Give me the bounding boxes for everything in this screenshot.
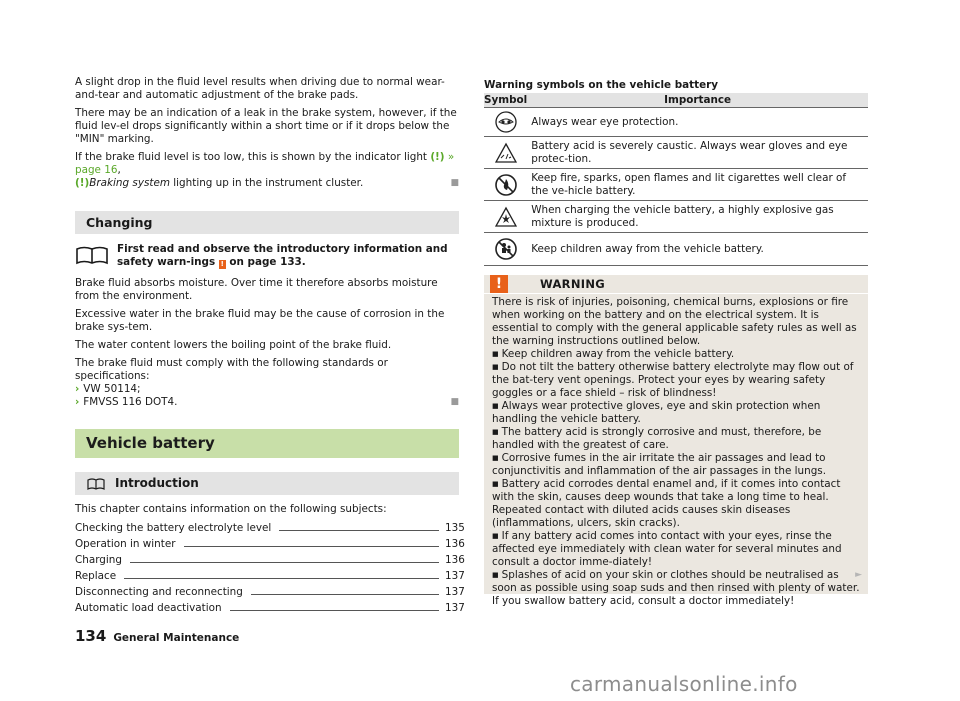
warning-symbols-table xyxy=(484,93,868,266)
section-end-mark: ■ xyxy=(450,397,459,407)
toc-row[interactable]: Disconnecting and reconnecting 137 xyxy=(75,586,465,598)
column-header-symbol: Symbol xyxy=(484,93,528,106)
watermark-text: carmanualsonline.info xyxy=(570,672,798,696)
warning-bullet: ■ Splashes of acid on your skin or clothes should be neutralised as soon as possible using soap suds and then rinsed with plenty of water. If you swallow battery acid, consult a doctor immediately! xyxy=(492,569,860,608)
paragraph-indicator: If the brake fluid level is too low, this is shown by the indicator light (!) » page 16, (!)Braking system lighting up in the instrument cluster. ■ xyxy=(75,151,459,189)
book-icon xyxy=(75,243,109,265)
section-heading-changing: Changing xyxy=(75,211,459,234)
toc-row[interactable]: Checking the battery electrolyte level 135 xyxy=(75,522,465,534)
warning-intro: There is risk of injuries, poisoning, chemical burns, explosions or fire when working on the battery and on the electrical system. It is essential to comply with the general applicable safety rules as well as the warning instructions outlined below. xyxy=(492,296,857,347)
warning-bullet: ■ If any battery acid comes into contact with your eyes, rinse the affected eye immediately with clean water for several minutes and consult a doctor imme-diately! xyxy=(492,530,860,569)
page-number: 134 xyxy=(75,627,107,645)
warning-box xyxy=(484,275,868,607)
page-footer xyxy=(75,627,239,645)
explosive-gas-icon xyxy=(495,206,517,228)
paragraph-moisture: Brake fluid absorbs moisture. Over time it therefore absorbs moisture from the environment. xyxy=(75,277,438,302)
warning-icon: ! xyxy=(490,275,508,293)
section-heading-vehicle-battery: Vehicle battery xyxy=(75,429,459,458)
toc-list xyxy=(75,519,465,615)
table-row: Battery acid is severely caustic. Always wear gloves and eye protec-tion. xyxy=(484,137,868,169)
paragraph-standards: The brake fluid must comply with the following standards or specifications: xyxy=(75,357,388,382)
braking-system-label: Braking system xyxy=(89,177,170,189)
warning-bullet: ■ Battery acid corrodes dental enamel and, if it comes into contact with the skin, causes deep wounds that take a long time to heal. Repeated contact with diluted acids causes skin diseases (inflammations, ulcers, skin cracks). xyxy=(492,478,860,530)
warning-bullet: ■ Do not tilt the battery otherwise battery electrolyte may flow out of the bat-tery vent openings. Protect your eyes by wearing safety goggles or a face shield – risk of blindness! xyxy=(492,361,860,400)
chevron-icon: › xyxy=(75,396,80,408)
right-column xyxy=(484,79,868,607)
table-row: When charging the vehicle battery, a highly explosive gas mixture is produced. xyxy=(484,201,868,233)
table-row: Keep fire, sparks, open flames and lit cigarettes well clear of the ve-hicle battery. xyxy=(484,169,868,201)
toc-row[interactable]: Automatic load deactivation 137 xyxy=(75,602,465,614)
caustic-acid-icon xyxy=(495,142,517,164)
note-text: First read and observe the introductory information and safety warn-ings xyxy=(117,243,448,268)
keep-children-away-icon xyxy=(495,238,517,260)
toc-row[interactable]: Charging 136 xyxy=(75,554,465,566)
warning-bullet: ■ Always wear protective gloves, eye and skin protection when handling the vehicle battery. xyxy=(492,400,860,426)
paragraph-corrosion: Excessive water in the brake fluid may be the cause of corrosion in the brake sys-tem. xyxy=(75,308,445,333)
section-heading-introduction: Introduction xyxy=(75,472,459,495)
open-book-icon xyxy=(87,478,105,490)
warning-title: WARNING xyxy=(540,276,605,291)
warning-inline-icon: ! xyxy=(220,260,224,268)
spec-item: › VW 50114; xyxy=(75,383,141,395)
no-fire-icon xyxy=(495,174,517,196)
note-block: First read and observe the introductory information and safety warn-ings ! on page 133. xyxy=(75,243,459,269)
warning-bullet: ■ Corrosive fumes in the air irritate the air passages and lead to conjunctivitis and inflammation of the air passages in the lungs. xyxy=(492,452,860,478)
intro-text: This chapter contains information on the following subjects: xyxy=(75,503,387,515)
brake-indicator-icon: (!) xyxy=(430,151,445,163)
chevron-icon: › xyxy=(75,383,80,395)
brake-indicator-icon-2: (!) xyxy=(75,177,90,189)
section-end-mark: ■ xyxy=(450,178,459,188)
toc-row[interactable]: Operation in winter 136 xyxy=(75,538,465,550)
eye-protection-icon xyxy=(495,111,517,133)
toc-row[interactable]: Replace 137 xyxy=(75,570,465,582)
paragraph-leak: There may be an indication of a leak in the brake system, however, if the fluid lev-el drops significantly within a short time or if it drops below the "MIN" marking. xyxy=(75,107,457,145)
page-16-link[interactable]: » page 16 xyxy=(75,151,455,176)
warning-bullet: ■ Keep children away from the vehicle battery. xyxy=(492,348,860,361)
footer-section-title: General Maintenance xyxy=(113,632,240,644)
continue-arrow-icon: ► xyxy=(855,570,862,580)
table-title: Warning symbols on the vehicle battery xyxy=(484,79,719,91)
warning-bullet: ■ The battery acid is strongly corrosive and must, therefore, be handled with the greatest of care. xyxy=(492,426,860,452)
table-row: Always wear eye protection. xyxy=(484,108,868,137)
column-header-importance: Importance xyxy=(527,93,868,108)
paragraph-fluid-drop: A slight drop in the fluid level results when driving due to normal wear-and-tear and automatic adjustment of the brake pads. xyxy=(75,76,445,101)
paragraph-boiling: The water content lowers the boiling point of the brake fluid. xyxy=(75,339,392,351)
spec-item: › FMVSS 116 DOT4. ■ xyxy=(75,396,459,408)
table-row: Keep children away from the vehicle battery. xyxy=(484,233,868,266)
left-column xyxy=(75,76,465,615)
